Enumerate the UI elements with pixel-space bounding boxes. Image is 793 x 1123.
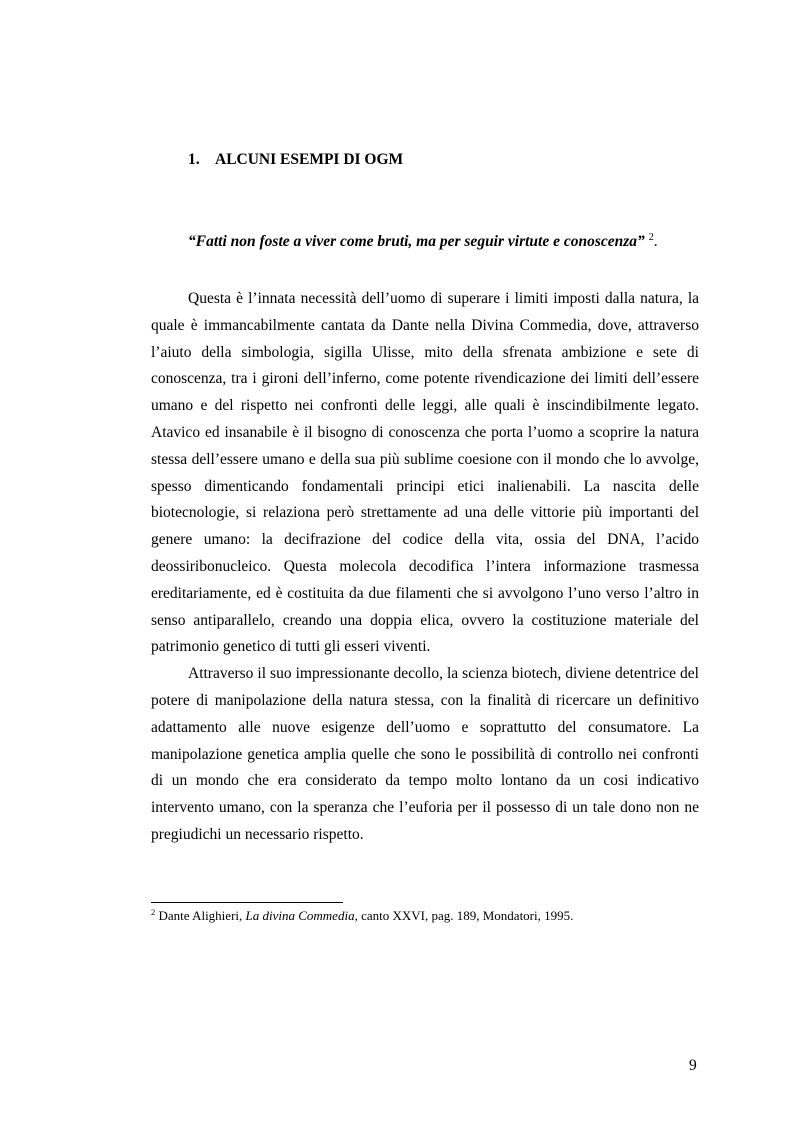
epigraph-footnote-ref[interactable]: 2 <box>648 232 654 243</box>
footnote-work-title: La divina Commedia <box>245 908 355 923</box>
epigraph-tail: . <box>653 233 658 250</box>
section-number: 1. <box>188 151 200 168</box>
footnote-details: , canto XXVI, pag. 189, Mondatori, 1995. <box>354 908 574 923</box>
section-title: ALCUNI ESEMPI DI OGM <box>215 151 404 168</box>
footnote-number: 2 <box>151 907 156 917</box>
epigraph <box>188 233 658 251</box>
footnote <box>151 908 573 924</box>
paragraph-1: Questa è l’innata necessità dell’uomo di superare i limiti imposti dalla natura, la quale è immancabilmente cantata da Dante nella Divina Commedia, dove, attraverso l’aiuto della simbologia, sigilla Ulisse, mito della sfrenata ambizione e sete di conoscenza, tra i gironi dell’inferno, come potente rivendicazione dei limiti dell’essere umano e del rispetto nei confronti delle leggi, alle quali è inscindibilmente legato. Atavico ed insanabile è il bisogno di conoscenza che porta l’uomo a scoprire la natura stessa dell’essere umano e della sua più sublime coesione con il mondo che lo avvolge, spesso dimenticando fondamentali principi etici inalienabili. La nascita delle biotecnologie, si relaziona però strettamente ad una delle vittorie più importanti del genere umano: la decifrazione del codice della vita, ossia del DNA, l’acido deossiribonucleico. Questa molecola decodifica l’intera informazione trasmessa ereditariamente, ed è costituita da due filamenti che si avvolgono l’uno verso l’altro in senso antiparallelo, creando una doppia elica, ovvero la costituzione materiale del patrimonio genetico di tutti gli esseri viventi. <box>151 290 699 656</box>
footnote-divider <box>151 902 343 903</box>
epigraph-quote: “Fatti non foste a viver come bruti, ma per seguir virtute e conoscenza” <box>188 233 645 250</box>
paragraph-2: Attraverso il suo impressionante decollo, la scienza biotech, diviene detentrice del potere di manipolazione della natura stessa, con la finalità di ricercare un definitivo adattamento alle nuove esigenze dell’uomo e soprattutto del consumatore. La manipolazione genetica amplia quelle che sono le possibilità di controllo nei confronti di un mondo che era considerato da tempo molto lontano da un cosi indicativo intervento umano, con la speranza che l’euforia per il possesso di un tale dono non ne pregiudichi un necessario rispetto. <box>151 665 699 843</box>
footnote-author: Dante Alighieri, <box>158 908 243 923</box>
page-number: 9 <box>689 1057 697 1074</box>
body-text <box>151 286 699 849</box>
section-heading <box>188 151 403 169</box>
